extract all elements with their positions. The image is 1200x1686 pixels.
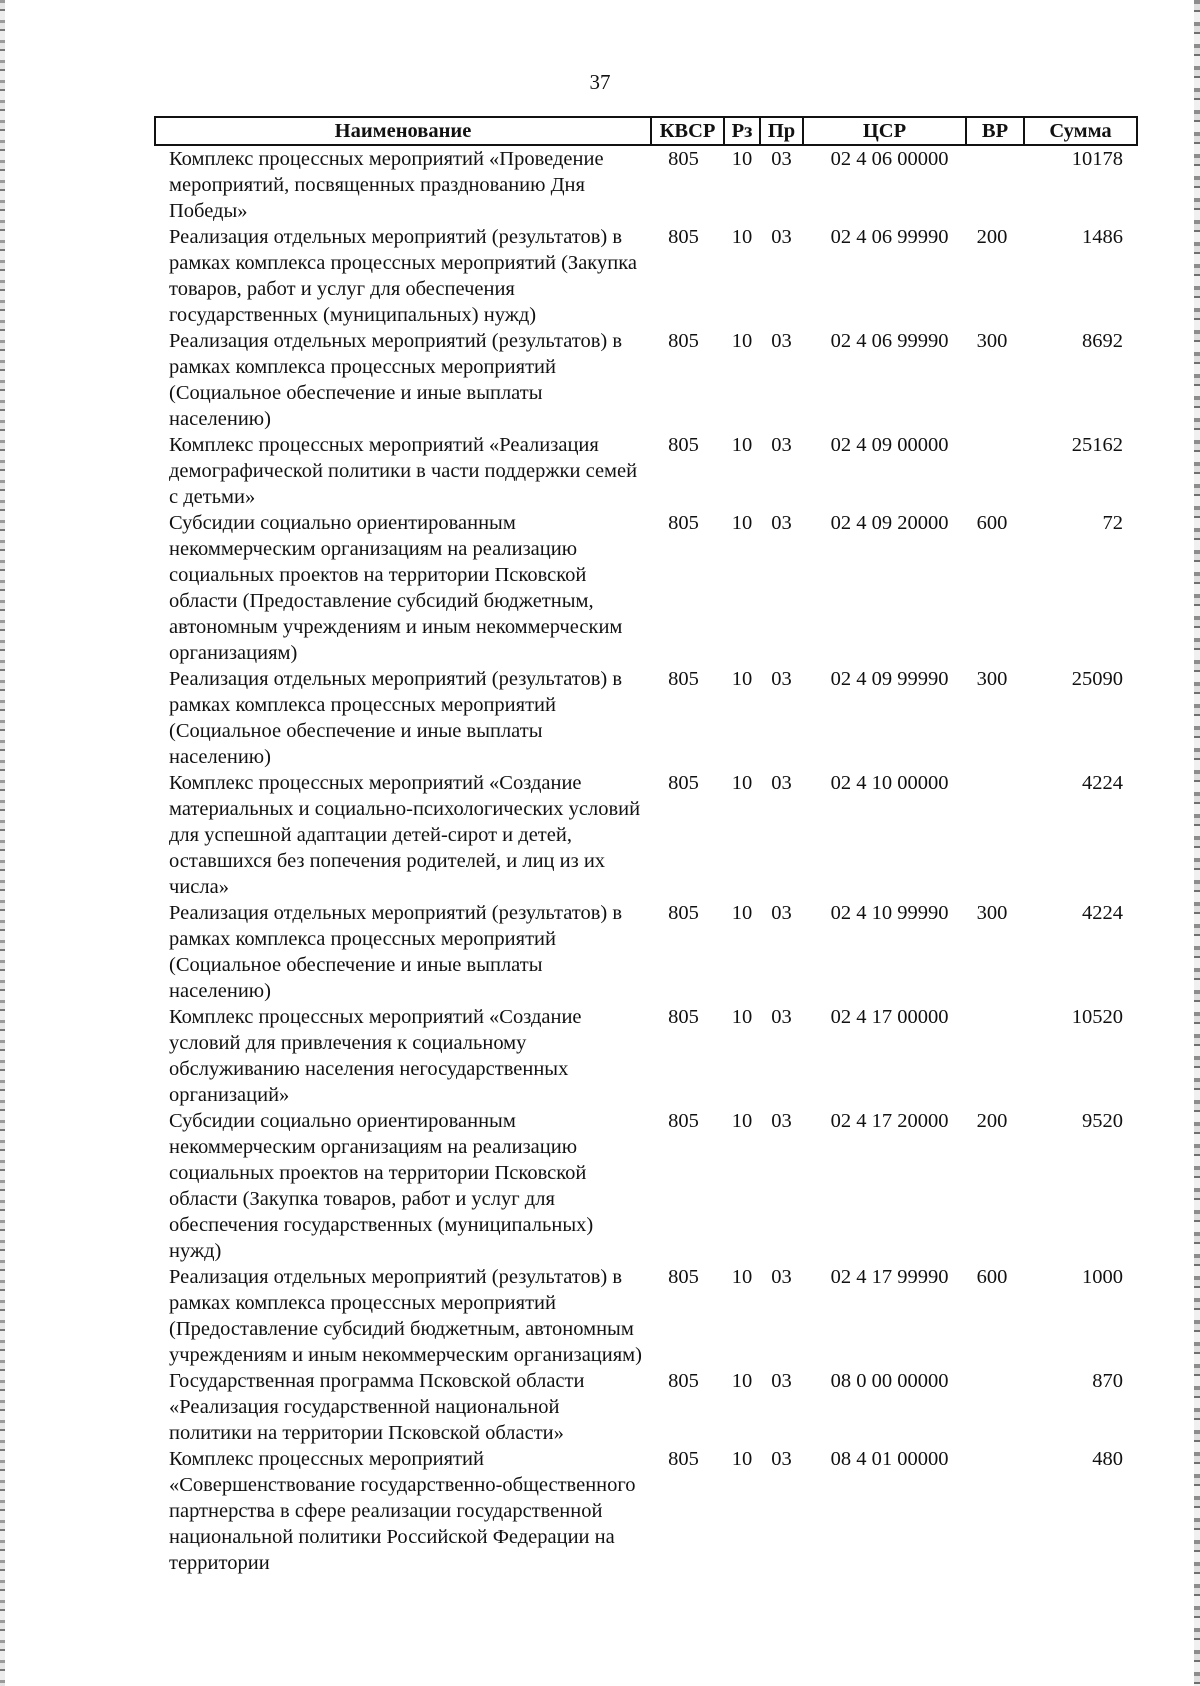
cell-vr: 200 <box>976 1110 1008 1132</box>
table-row <box>155 1264 1137 1368</box>
cell-sum: 72 <box>1102 512 1123 534</box>
cell-name: Реализация отдельных мероприятий (результатов) в рамках комплекса процессных мероприятий (Закупка товаров, работ и услуг для обеспечения государственных (муниципальных) нужд) <box>169 226 637 326</box>
cell-vr <box>966 145 1024 224</box>
cell-pr: 03 <box>771 148 792 170</box>
cell-kvsr: 805 <box>668 330 699 352</box>
cell-sum: 4224 <box>1082 772 1123 794</box>
cell-name: Реализация отдельных мероприятий (результатов) в рамках комплекса процессных мероприятий (Социальное обеспечение и иные выплаты населению) <box>169 668 623 768</box>
cell-pr: 03 <box>771 330 792 352</box>
cell-csr: 02 4 10 99990 <box>830 902 949 924</box>
table-row <box>155 224 1137 328</box>
cell-kvsr: 805 <box>668 148 699 170</box>
table-row <box>155 1108 1137 1264</box>
cell-name: Реализация отдельных мероприятий (результатов) в рамках комплекса процессных мероприятий (Предоставление субсидий бюджетным, автономным учреждениям и иным некоммерческим организациям) <box>169 1266 642 1366</box>
header-sum: Сумма <box>1024 117 1137 145</box>
scan-edge-left <box>0 0 5 1686</box>
cell-csr: 02 4 06 99990 <box>830 226 949 248</box>
cell-name: Государственная программа Псковской области «Реализация государственной национальной политики на территории Псковской области» <box>169 1370 585 1444</box>
cell-name: Комплекс процессных мероприятий «Создание материальных и социально-психологических условий для успешной адаптации детей-сирот и детей, оставшихся без попечения родителей, и лиц из их числа» <box>169 772 641 898</box>
table-row <box>155 770 1137 900</box>
cell-pr: 03 <box>771 1448 792 1470</box>
table-row <box>155 432 1137 510</box>
cell-rz: 10 <box>731 1110 753 1132</box>
budget-table <box>154 116 1138 1576</box>
cell-rz: 10 <box>731 434 753 456</box>
cell-csr: 02 4 09 20000 <box>830 512 949 534</box>
cell-vr <box>966 1368 1024 1446</box>
cell-kvsr: 805 <box>668 1448 699 1470</box>
cell-kvsr: 805 <box>668 902 699 924</box>
cell-kvsr: 805 <box>668 512 699 534</box>
cell-csr: 08 0 00 00000 <box>830 1370 949 1392</box>
cell-sum: 1000 <box>1082 1266 1123 1288</box>
cell-csr: 02 4 10 00000 <box>830 772 949 794</box>
cell-rz: 10 <box>731 226 753 248</box>
cell-kvsr: 805 <box>668 434 699 456</box>
cell-rz: 10 <box>731 772 753 794</box>
cell-kvsr: 805 <box>668 1266 699 1288</box>
cell-rz: 10 <box>731 902 753 924</box>
cell-vr: 600 <box>976 1266 1008 1288</box>
cell-csr: 02 4 17 20000 <box>830 1110 949 1132</box>
cell-rz: 10 <box>731 668 753 690</box>
cell-vr: 300 <box>976 330 1008 352</box>
cell-name: Субсидии социально ориентированным некоммерческим организациям на реализацию социальных проектов на территории Псковской области (Закупка товаров, работ и услуг для обеспечения государственных (муниципальных) нужд) <box>169 1110 594 1262</box>
table-header <box>155 117 1137 145</box>
cell-csr: 02 4 17 00000 <box>830 1006 949 1028</box>
table-row <box>155 510 1137 666</box>
cell-kvsr: 805 <box>668 668 699 690</box>
cell-name: Реализация отдельных мероприятий (результатов) в рамках комплекса процессных мероприятий (Социальное обеспечение и иные выплаты населению) <box>169 902 623 1002</box>
table-row <box>155 145 1137 224</box>
cell-pr: 03 <box>771 226 792 248</box>
cell-name: Субсидии социально ориентированным некоммерческим организациям на реализацию социальных проектов на территории Псковской области (Предоставление субсидий бюджетным, автономным учреждениям и иным некоммерческим организациям) <box>169 512 623 664</box>
cell-csr: 08 4 01 00000 <box>830 1448 949 1470</box>
cell-sum: 8692 <box>1082 330 1123 352</box>
cell-sum: 10178 <box>1071 148 1123 170</box>
cell-pr: 03 <box>771 512 792 534</box>
cell-name: Комплекс процессных мероприятий «Создание условий для привлечения к социальному обслуживанию населения негосударственных организаций» <box>169 1006 582 1106</box>
cell-rz: 10 <box>731 1370 753 1392</box>
cell-sum: 480 <box>1092 1448 1123 1470</box>
cell-csr: 02 4 06 00000 <box>830 148 949 170</box>
cell-csr: 02 4 09 00000 <box>830 434 949 456</box>
cell-vr: 300 <box>976 668 1008 690</box>
cell-name: Комплекс процессных мероприятий «Реализация демографической политики в части поддержки семей с детьми» <box>169 434 638 508</box>
header-name: Наименование <box>155 117 651 145</box>
page-number: 37 <box>589 70 611 94</box>
cell-sum: 870 <box>1092 1370 1123 1392</box>
cell-sum: 25090 <box>1071 668 1123 690</box>
cell-vr: 300 <box>976 902 1008 924</box>
cell-name: Комплекс процессных мероприятий «Совершенствование государственно-общественного партнерства в сфере реализации государственной национальной политики Российской Федерации на территории <box>169 1448 636 1574</box>
cell-rz: 10 <box>731 1448 753 1470</box>
cell-vr <box>966 770 1024 900</box>
cell-vr <box>966 1446 1024 1576</box>
cell-sum: 10520 <box>1071 1006 1123 1028</box>
cell-sum: 1486 <box>1082 226 1123 248</box>
cell-name: Комплекс процессных мероприятий «Проведение мероприятий, посвященных празднованию Дня Победы» <box>169 148 604 222</box>
cell-vr <box>966 432 1024 510</box>
table-row <box>155 666 1137 770</box>
cell-vr <box>966 1004 1024 1108</box>
header-rz: Рз <box>724 117 760 145</box>
cell-kvsr: 805 <box>668 1110 699 1132</box>
table-row <box>155 1368 1137 1446</box>
cell-vr: 600 <box>976 512 1008 534</box>
cell-kvsr: 805 <box>668 1006 699 1028</box>
table-body <box>155 145 1137 1576</box>
cell-pr: 03 <box>771 1266 792 1288</box>
cell-pr: 03 <box>771 902 792 924</box>
cell-rz: 10 <box>731 148 753 170</box>
cell-rz: 10 <box>731 1266 753 1288</box>
cell-csr: 02 4 17 99990 <box>830 1266 949 1288</box>
table-row <box>155 1446 1137 1576</box>
cell-kvsr: 805 <box>668 772 699 794</box>
table-row <box>155 328 1137 432</box>
cell-pr: 03 <box>771 1110 792 1132</box>
cell-kvsr: 805 <box>668 226 699 248</box>
header-kvsr: КВСР <box>651 117 724 145</box>
cell-pr: 03 <box>771 772 792 794</box>
cell-csr: 02 4 09 99990 <box>830 668 949 690</box>
table-row <box>155 900 1137 1004</box>
cell-rz: 10 <box>731 512 753 534</box>
cell-pr: 03 <box>771 434 792 456</box>
header-pr: Пр <box>760 117 803 145</box>
cell-pr: 03 <box>771 1006 792 1028</box>
cell-rz: 10 <box>731 1006 753 1028</box>
cell-sum: 9520 <box>1082 1110 1123 1132</box>
cell-sum: 4224 <box>1082 902 1123 924</box>
header-vr: ВР <box>966 117 1024 145</box>
cell-kvsr: 805 <box>668 1370 699 1392</box>
scan-edge-right <box>1194 0 1200 1686</box>
cell-pr: 03 <box>771 1370 792 1392</box>
cell-vr: 200 <box>976 226 1008 248</box>
cell-sum: 25162 <box>1071 434 1123 456</box>
cell-rz: 10 <box>731 330 753 352</box>
cell-name: Реализация отдельных мероприятий (результатов) в рамках комплекса процессных мероприятий (Социальное обеспечение и иные выплаты населению) <box>169 330 623 430</box>
cell-pr: 03 <box>771 668 792 690</box>
header-csr: ЦСР <box>803 117 966 145</box>
cell-csr: 02 4 06 99990 <box>830 330 949 352</box>
table-row <box>155 1004 1137 1108</box>
